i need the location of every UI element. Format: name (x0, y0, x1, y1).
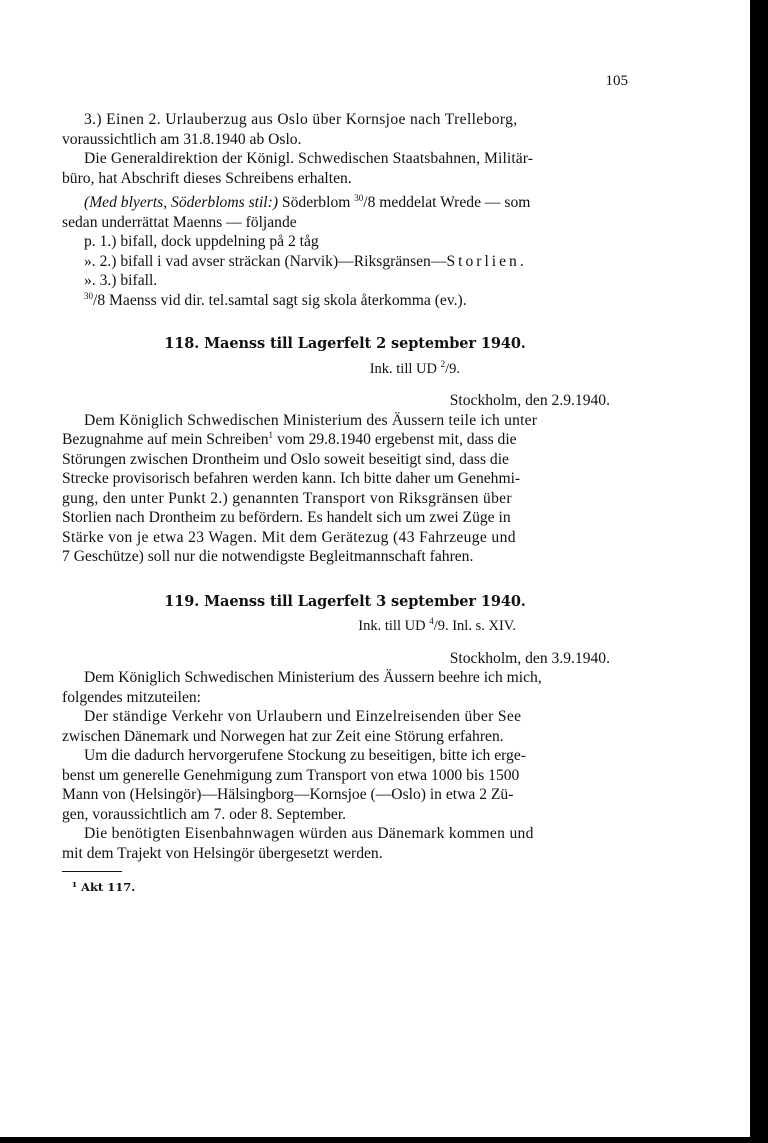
document-118-line1: Dem Königlich Schwedischen Ministerium des Äussern teile ich unter (84, 411, 538, 429)
pencil-note-line2: sedan underrättat Maenns — följande (62, 213, 297, 231)
document-119-receipt-text: Ink. till UD (358, 618, 430, 634)
document-118-line8: 7 Geschütze) soll nur die notwendigste Begleitmannschaft fahren. (62, 548, 474, 565)
document-119-p2-line1: Der ständige Verkehr von Urlaubern und Einzelreisenden über See (84, 708, 522, 725)
document-119-p1-line1: Dem Königlich Schwedischen Ministerium des Äussern beehre ich mich, (84, 669, 542, 686)
document-119-p4-line2: mit dem Trajekt von Helsingör übergesetzt werden. (62, 844, 383, 862)
document-118-line5: gung, den unter Punkt 2.) genannten Transport von Riksgränsen über (62, 489, 512, 507)
document-118-heading: 118. Maenss till Lagerfelt 2 september 1940. (164, 335, 526, 352)
document-119-p3-line2: benst um generelle Genehmigung zum Transport von etwa 1000 bis 1500 (62, 766, 520, 784)
intro-copy-line1: Die Generaldirektion der Königl. Schwedischen Staatsbahnen, Militär- (84, 150, 534, 167)
document-119-receipt-num: 4 (429, 616, 434, 627)
decision-final-text: Maenss vid dir. tel.samtal sagt sig skola återkomma (ev.). (105, 291, 467, 309)
pencil-note-italic: (Med blyerts, Söderbloms stil:) (84, 194, 279, 211)
document-119-p4-line1: Die benötigten Eisenbahnwagen würden aus Dänemark kommen und (84, 825, 534, 842)
document-119-receipt-enclosure: Inl. s. XIV. (448, 618, 516, 634)
footnote: ¹ Akt 117. (72, 880, 136, 894)
document-118-line6: Storlien nach Drontheim zu befördern. Es handelt sich um zwei Züge in (62, 509, 511, 526)
document-119-p3-line3: Mann von (Helsingör)—Hälsingborg—Kornsjoe (—Oslo) in etwa 2 Zü- (62, 786, 514, 803)
document-119-receipt-den: /9. (433, 618, 449, 634)
footnote-divider (62, 871, 122, 872)
document-118-line3: Störungen zwischen Drontheim und Oslo soweit beseitigt sind, dass die (62, 450, 509, 468)
decision-final-fraction-num: 30 (84, 290, 93, 301)
intro-section (62, 110, 628, 310)
intro-item-3-line2: voraussichtlich am 31.8.1940 ab Oslo. (62, 130, 302, 148)
document-119-place-date: Stockholm, den 3.9.1940. (449, 649, 610, 667)
right-border-bar (750, 0, 768, 1143)
pencil-note-fraction-den: /8 (363, 194, 376, 211)
decision-item-2-text: ». 2.) bifall i vad avser sträckan (Narvik)—Riksgränsen— (84, 252, 447, 270)
document-119-p3-line1: Um die dadurch hervorgerufene Stockung zu beseitigen, bitte ich erge- (84, 747, 526, 764)
document-118-receipt-text: Ink. till UD (369, 360, 441, 377)
document-119-p2-line2: zwischen Dänemark und Norwegen hat zur Zeit eine Störung erfahren. (62, 727, 504, 745)
document-118-line4: Strecke provisorisch befahren werden kann. Ich bitte daher um Genehmi- (62, 470, 521, 487)
intro-item-3-line1: 3.) Einen 2. Urlauberzug aus Oslo über Kornsjoe nach Trelleborg, (84, 111, 518, 128)
document-118 (62, 334, 628, 567)
document-119-p3-line4: gen, voraussichtlich am 7. oder 8. September. (62, 805, 347, 823)
document-118-line2 (62, 430, 628, 450)
decision-item-2-spaced: Storlien. (446, 252, 527, 270)
bottom-border-bar (0, 1137, 768, 1143)
page-number: 105 (605, 73, 628, 89)
document-118-receipt (62, 360, 628, 380)
document-119-receipt (62, 617, 628, 637)
document-118-receipt-num: 2 (440, 358, 446, 369)
document-118-place-date: Stockholm, den 2.9.1940. (449, 392, 610, 409)
document-119 (62, 592, 628, 864)
pencil-note-line1 (62, 193, 628, 213)
document-119-p1-line2: folgendes mitzuteilen: (62, 688, 202, 706)
intro-copy-line2: büro, hat Abschrift dieses Schreibens erhalten. (62, 169, 352, 187)
document-119-heading: 119. Maenss till Lagerfelt 3 september 1940. (164, 592, 526, 610)
pencil-note-fraction-num: 30 (354, 192, 364, 203)
document-118-line7: Stärke von je etwa 23 Wagen. Mit dem Gerätezug (43 Fahrzeuge und (62, 528, 516, 546)
decision-item-1: p. 1.) bifall, dock uppdelning på 2 tåg (84, 233, 319, 250)
document-118-footnote-ref: 1 (268, 429, 274, 440)
decision-final-note (62, 291, 628, 311)
document-page (62, 72, 628, 898)
document-118-line2-text: Bezugnahme auf mein Schreiben (62, 431, 269, 448)
decision-item-3: ». 3.) bifall. (84, 272, 158, 289)
document-118-line2-end: vom 29.8.1940 ergebenst mit, dass die (273, 431, 517, 448)
pencil-note-text: Söderblom (278, 194, 355, 211)
document-118-receipt-den: /9. (445, 360, 460, 377)
pencil-note-text-end: meddelat Wrede — som (375, 194, 531, 211)
decision-item-2 (62, 252, 628, 272)
decision-final-fraction-den: /8 (93, 291, 106, 309)
